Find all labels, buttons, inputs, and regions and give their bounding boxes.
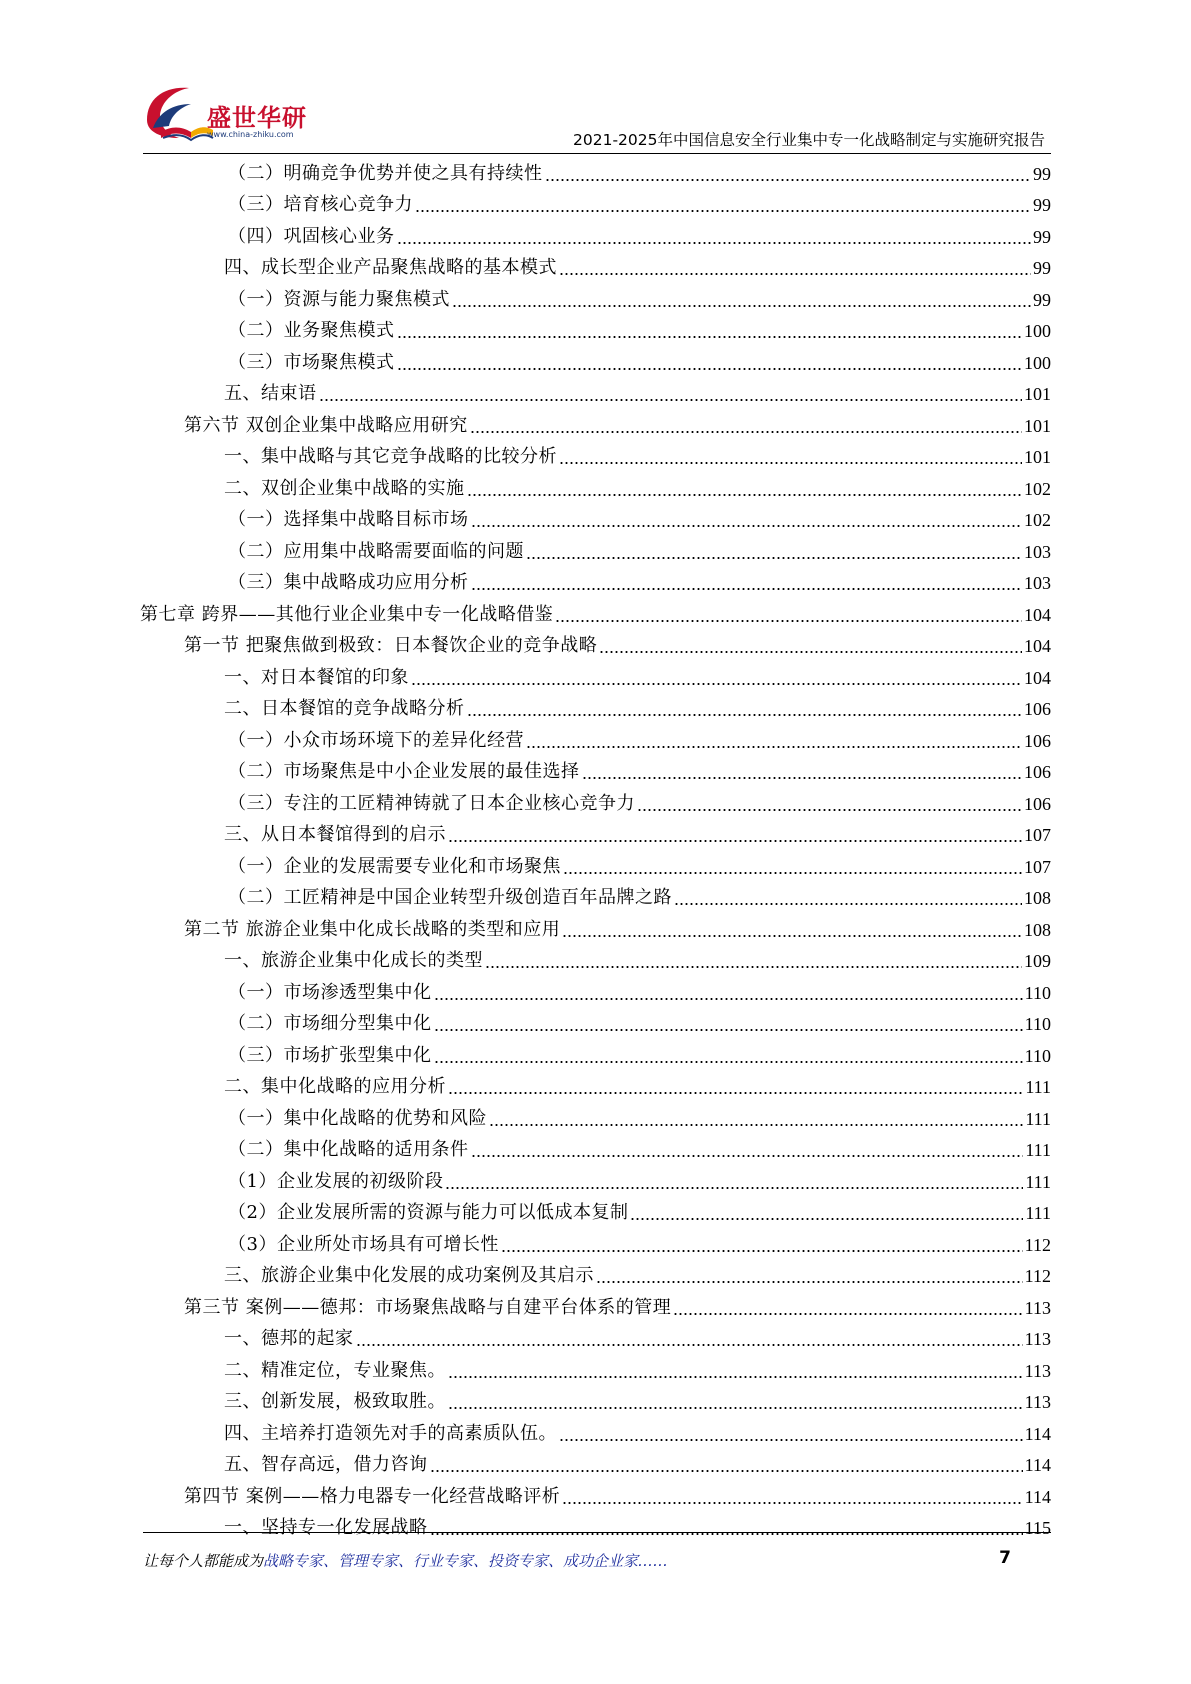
toc-entry-page: 108: [1024, 888, 1051, 909]
toc-entry[interactable]: [140, 442, 1051, 474]
toc-entry[interactable]: [140, 1166, 1051, 1198]
toc-entry[interactable]: [140, 851, 1051, 883]
toc-entry-title: （一）市场渗透型集中化: [228, 981, 432, 1003]
toc-dot-leader: [356, 1343, 1023, 1347]
toc-entry[interactable]: [140, 820, 1051, 852]
toc-entry-title: 二、日本餐馆的竞争战略分析: [224, 698, 465, 720]
toc-entry-page: 109: [1024, 951, 1051, 972]
toc-entry[interactable]: [140, 253, 1051, 285]
footer-divider: [143, 1532, 1051, 1533]
toc-entry[interactable]: [140, 347, 1051, 379]
toc-entry[interactable]: [140, 757, 1051, 789]
toc-entry[interactable]: [140, 536, 1051, 568]
toc-dot-leader: [397, 241, 1032, 245]
toc-dot-leader: [448, 1091, 1023, 1095]
toc-dot-leader: [501, 1249, 1023, 1253]
toc-entry[interactable]: [140, 1261, 1051, 1293]
toc-entry-page: 113: [1024, 1392, 1051, 1413]
toc-dot-leader: [415, 209, 1031, 213]
toc-entry-title: （三）市场扩张型集中化: [228, 1044, 432, 1066]
toc-dot-leader: [448, 839, 1022, 843]
toc-entry-page: 113: [1024, 1297, 1051, 1318]
toc-entry-title: （二）业务聚焦模式: [228, 320, 395, 342]
toc-entry-title: 四、主培养打造领先对手的高素质队伍。: [224, 1422, 557, 1444]
toc-entry-page: 112: [1024, 1234, 1051, 1255]
toc-entry-page: 99: [1033, 226, 1051, 247]
toc-entry-title: （二）市场聚焦是中小企业发展的最佳选择: [228, 761, 580, 783]
toc-entry-title: （一）集中化战略的优势和风险: [228, 1107, 487, 1129]
toc-entry-title: 一、德邦的起家: [224, 1328, 354, 1350]
toc-entry-title: 三、创新发展，极致取胜。: [224, 1391, 446, 1413]
toc-dot-leader: [562, 1501, 1022, 1505]
toc-entry[interactable]: [140, 379, 1051, 411]
toc-entry-page: 110: [1024, 982, 1051, 1003]
brand-name: 盛世华研: [207, 104, 307, 132]
toc-dot-leader: [397, 335, 1023, 339]
toc-entry[interactable]: [140, 221, 1051, 253]
toc-entry-page: 103: [1024, 573, 1051, 594]
slogan-highlight: 战略专家、管理专家、行业专家、投资专家、成功企业家……: [263, 1552, 669, 1570]
toc-entry-page: 106: [1024, 730, 1051, 751]
toc-dot-leader: [563, 871, 1022, 875]
toc-entry-title: （三）集中战略成功应用分析: [228, 572, 469, 594]
toc-entry-title: （一）企业的发展需要专业化和市场聚焦: [228, 855, 561, 877]
toc-entry-page: 106: [1024, 699, 1051, 720]
footer-slogan: [143, 1550, 668, 1571]
toc-dot-leader: [467, 493, 1023, 497]
toc-entry-title: 三、从日本餐馆得到的启示: [224, 824, 446, 846]
toc-dot-leader: [448, 1406, 1023, 1410]
toc-entry-title: 一、坚持专一化发展战略: [224, 1517, 428, 1539]
toc-entry[interactable]: [140, 1450, 1051, 1482]
toc-entry-title: （二）明确竞争优势并使之具有持续性: [228, 162, 543, 184]
toc-entry-title: （2）企业发展所需的资源与能力可以低成本复制: [228, 1202, 629, 1224]
toc-entry-title: 五、结束语: [224, 383, 317, 405]
toc-dot-leader: [397, 367, 1023, 371]
slogan-prefix: 让每个人都能成为: [143, 1552, 264, 1570]
toc-entry-title: 一、对日本餐馆的印象: [224, 666, 409, 688]
toc-entry-title: （一）小众市场环境下的差异化经营: [228, 729, 524, 751]
toc-entry[interactable]: [140, 505, 1051, 537]
toc-dot-leader: [467, 713, 1023, 717]
toc-entry-title: （三）市场聚焦模式: [228, 351, 395, 373]
toc-entry-page: 102: [1024, 478, 1051, 499]
toc-entry[interactable]: [140, 1481, 1051, 1513]
toc-dot-leader: [526, 556, 1022, 560]
toc-dot-leader: [411, 682, 1022, 686]
toc-entry-title: （3）企业所处市场具有可增长性: [228, 1233, 499, 1255]
toc-entry-page: 101: [1024, 447, 1051, 468]
toc-entry-title: 第一节 把聚焦做到极致：日本餐饮企业的竞争战略: [184, 635, 598, 657]
toc-dot-leader: [471, 524, 1023, 528]
toc-dot-leader: [596, 1280, 1023, 1284]
toc-entry[interactable]: [140, 316, 1051, 348]
toc-entry-page: 99: [1033, 258, 1051, 279]
toc-entry[interactable]: [140, 158, 1051, 190]
toc-entry-page: 101: [1024, 384, 1051, 405]
toc-entry[interactable]: [140, 977, 1051, 1009]
toc-entry[interactable]: [140, 1009, 1051, 1041]
toc-entry-title: 三、旅游企业集中化发展的成功案例及其启示: [224, 1265, 594, 1287]
toc-entry-page: 99: [1033, 195, 1051, 216]
toc-entry[interactable]: [140, 190, 1051, 222]
toc-dot-leader: [526, 745, 1022, 749]
report-title: 2021-2025年中国信息安全行业集中专一化战略制定与实施研究报告: [573, 131, 1045, 149]
toc-entry-title: 二、集中化战略的应用分析: [224, 1076, 446, 1098]
toc-entry-page: 103: [1024, 541, 1051, 562]
toc-entry-page: 113: [1024, 1360, 1051, 1381]
toc-entry-page: 104: [1024, 636, 1051, 657]
toc-entry[interactable]: [140, 1418, 1051, 1450]
toc-entry-title: 第七章 跨界——其他行业企业集中专一化战略借鉴: [140, 603, 554, 625]
toc-entry-page: 111: [1025, 1203, 1051, 1224]
toc-dot-leader: [434, 1060, 1023, 1064]
toc-entry-title: 四、成长型企业产品聚焦战略的基本模式: [224, 257, 557, 279]
toc-entry-title: 二、精准定位，专业聚焦。: [224, 1359, 446, 1381]
page-number: 7: [999, 1548, 1011, 1568]
toc-entry[interactable]: [140, 1198, 1051, 1230]
toc-entry-page: 112: [1024, 1266, 1051, 1287]
toc-dot-leader: [485, 965, 1022, 969]
header-divider: [143, 153, 1051, 154]
toc-entry-title: 第四节 案例——格力电器专一化经营战略评析: [184, 1485, 561, 1507]
toc-entry-page: 107: [1024, 856, 1051, 877]
toc-dot-leader: [430, 1469, 1023, 1473]
toc-entry-title: （一）选择集中战略目标市场: [228, 509, 469, 531]
toc-dot-leader: [545, 178, 1032, 182]
toc-entry-page: 111: [1025, 1077, 1051, 1098]
toc-entry-page: 100: [1024, 352, 1051, 373]
toc-entry[interactable]: [140, 1355, 1051, 1387]
toc-entry-page: 115: [1024, 1518, 1051, 1539]
toc-entry-title: 二、双创企业集中战略的实施: [224, 477, 465, 499]
toc-entry[interactable]: [140, 1513, 1051, 1545]
toc-dot-leader: [448, 1375, 1023, 1379]
toc-entry[interactable]: [140, 1103, 1051, 1135]
toc-entry-page: 104: [1024, 667, 1051, 688]
toc-entry[interactable]: [140, 1135, 1051, 1167]
toc-entry-page: 110: [1024, 1045, 1051, 1066]
toc-entry[interactable]: [140, 725, 1051, 757]
toc-entry-title: （三）培育核心竞争力: [228, 194, 413, 216]
toc-entry[interactable]: [140, 1072, 1051, 1104]
toc-dot-leader: [599, 650, 1022, 654]
brand-url: www.china-zhiku.com: [207, 130, 294, 139]
toc-entry[interactable]: [140, 1387, 1051, 1419]
toc-entry-page: 111: [1025, 1171, 1051, 1192]
toc-dot-leader: [470, 430, 1022, 434]
toc-entry-page: 110: [1024, 1014, 1051, 1035]
toc-entry[interactable]: [140, 1324, 1051, 1356]
toc-entry[interactable]: [140, 1040, 1051, 1072]
toc-entry-title: （二）应用集中战略需要面临的问题: [228, 540, 524, 562]
toc-dot-leader: [630, 1217, 1023, 1221]
toc-dot-leader: [452, 304, 1031, 308]
toc-entry-page: 111: [1025, 1108, 1051, 1129]
toc-dot-leader: [445, 1186, 1023, 1190]
toc-entry-title: （1）企业发展的初级阶段: [228, 1170, 444, 1192]
toc-dot-leader: [434, 1028, 1023, 1032]
toc-dot-leader: [559, 272, 1031, 276]
toc-entry-title: （二）工匠精神是中国企业转型升级创造百年品牌之路: [228, 887, 672, 909]
toc-entry[interactable]: [140, 662, 1051, 694]
toc-dot-leader: [673, 1312, 1022, 1316]
toc-entry[interactable]: [140, 631, 1051, 663]
toc-entry-title: （二）集中化战略的适用条件: [228, 1139, 469, 1161]
toc-dot-leader: [559, 1438, 1023, 1442]
toc-entry[interactable]: [140, 473, 1051, 505]
toc-entry[interactable]: [140, 1292, 1051, 1324]
toc-entry-page: 106: [1024, 762, 1051, 783]
toc-entry-page: 111: [1025, 1140, 1051, 1161]
toc-entry-page: 106: [1024, 793, 1051, 814]
toc-entry-page: 104: [1024, 604, 1051, 625]
toc-entry-page: 102: [1024, 510, 1051, 531]
toc-entry-title: （二）市场细分型集中化: [228, 1013, 432, 1035]
toc-dot-leader: [471, 1154, 1024, 1158]
toc-entry-page: 114: [1024, 1486, 1051, 1507]
toc-entry[interactable]: [140, 914, 1051, 946]
toc-entry-title: 五、智存高远，借力咨询: [224, 1454, 428, 1476]
toc-entry-page: 114: [1024, 1455, 1051, 1476]
page-footer: [143, 1548, 1051, 1574]
table-of-contents: [140, 158, 1051, 1544]
toc-entry-page: 114: [1024, 1423, 1051, 1444]
toc-entry-page: 107: [1024, 825, 1051, 846]
toc-entry[interactable]: [140, 1229, 1051, 1261]
toc-entry-page: 100: [1024, 321, 1051, 342]
toc-dot-leader: [471, 587, 1023, 591]
toc-dot-leader: [582, 776, 1023, 780]
toc-entry[interactable]: [140, 883, 1051, 915]
toc-entry-title: 第六节 双创企业集中战略应用研究: [184, 414, 468, 436]
toc-dot-leader: [562, 934, 1022, 938]
toc-entry[interactable]: [140, 946, 1051, 978]
toc-entry-title: 一、集中战略与其它竞争战略的比较分析: [224, 446, 557, 468]
toc-entry-page: 101: [1024, 415, 1051, 436]
toc-entry[interactable]: [140, 788, 1051, 820]
toc-entry[interactable]: [140, 568, 1051, 600]
toc-entry-page: 113: [1024, 1329, 1051, 1350]
toc-entry-title: （三）专注的工匠精神铸就了日本企业核心竞争力: [228, 792, 635, 814]
toc-entry[interactable]: [140, 599, 1051, 631]
toc-entry[interactable]: [140, 410, 1051, 442]
toc-entry-title: 第三节 案例——德邦：市场聚焦战略与自建平台体系的管理: [184, 1296, 672, 1318]
page-header: [0, 0, 1191, 160]
toc-dot-leader: [434, 997, 1023, 1001]
toc-entry-title: 一、旅游企业集中化成长的类型: [224, 950, 483, 972]
toc-dot-leader: [489, 1123, 1023, 1127]
toc-entry-title: 第二节 旅游企业集中化成长战略的类型和应用: [184, 918, 561, 940]
toc-dot-leader: [637, 808, 1022, 812]
toc-entry-page: 108: [1024, 919, 1051, 940]
toc-dot-leader: [559, 461, 1022, 465]
toc-entry-page: 99: [1033, 163, 1051, 184]
toc-entry[interactable]: [140, 284, 1051, 316]
toc-entry-title: （四）巩固核心业务: [228, 225, 395, 247]
toc-entry-title: （一）资源与能力聚焦模式: [228, 288, 450, 310]
toc-entry[interactable]: [140, 694, 1051, 726]
toc-dot-leader: [319, 398, 1023, 402]
toc-entry-page: 99: [1033, 289, 1051, 310]
toc-dot-leader: [674, 902, 1022, 906]
toc-dot-leader: [555, 619, 1022, 623]
